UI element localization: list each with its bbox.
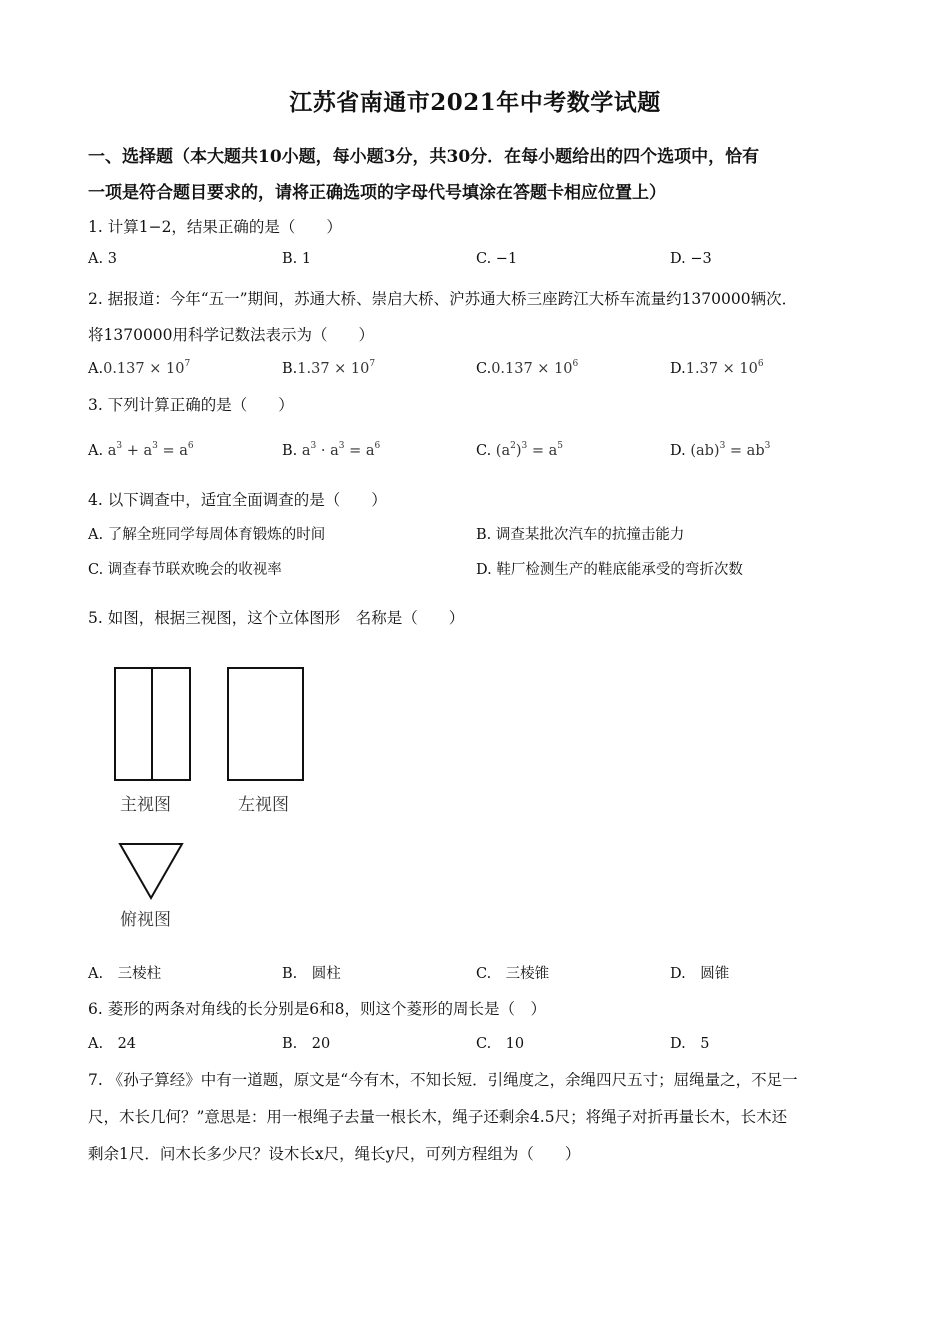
question-2-stem-line2: 将1370000用科学记数法表示为（ ） bbox=[88, 326, 375, 344]
question-5-option-a: A. 三棱柱 bbox=[88, 966, 162, 982]
question-4-option-a: A. 了解全班同学每周体育锻炼的时间 bbox=[88, 527, 326, 543]
question-4-option-b: B. 调查某批次汽车的抗撞击能力 bbox=[476, 527, 685, 543]
page-title: 江苏省南通市2021年中考数学试题 bbox=[289, 89, 661, 116]
question-6-stem: 6. 菱形的两条对角线的长分别是6和8，则这个菱形的周长是（ ） bbox=[88, 1000, 546, 1018]
left-view-label: 左视图 bbox=[238, 795, 289, 815]
top-view-drawing bbox=[120, 844, 182, 898]
question-3-option-a: A. $a^3 + a^3 = a^6$ bbox=[88, 441, 194, 459]
question-2-option-d: $D.1.37 \times 10^6$ bbox=[670, 359, 764, 377]
question-2-stem-line1: 2. 据报道：今年“五一”期间，苏通大桥、崇启大桥、沪苏通大桥三座跨江大桥车流量约1370000辆次． bbox=[88, 290, 798, 308]
question-3-option-d: D. $(ab)^3 = ab^3$ bbox=[670, 441, 771, 459]
question-3-stem: 3. 下列计算正确的是（ ） bbox=[88, 396, 294, 414]
question-3-option-c: C. $(a^2)^3 = a^5$ bbox=[476, 441, 563, 459]
question-6-option-d: D. 5 bbox=[670, 1036, 710, 1052]
question-1-option-d: D. −3 bbox=[670, 251, 712, 267]
question-7-stem-line1: 7. 《孙子算经》中有一道题，原文是“今有木，不知长短．引绳度之，余绳四尺五寸；屈绳量之，不足一 bbox=[88, 1071, 798, 1089]
question-5-stem: 5. 如图，根据三视图，这个立体图形 名称是（ ） bbox=[88, 609, 465, 627]
question-2-option-a: $A.0.137 \times 10^7$ bbox=[88, 359, 191, 377]
question-7-stem-line2: 尺，木长几何？”意思是：用一根绳子去量一根长木，绳子还剩余4.5尺；将绳子对折再量长木，长木还 bbox=[88, 1108, 788, 1126]
question-4-stem: 4. 以下调查中，适宜全面调查的是（ ） bbox=[88, 491, 387, 509]
question-6-option-a: A. 24 bbox=[88, 1036, 137, 1052]
question-5-option-d: D. 圆锥 bbox=[670, 966, 730, 982]
question-4-option-c: C. 调查春节联欢晚会的收视率 bbox=[88, 562, 282, 578]
front-view-label: 主视图 bbox=[120, 795, 171, 815]
question-6-option-c: C. 10 bbox=[476, 1036, 525, 1052]
three-view-figure bbox=[110, 660, 320, 905]
question-5-option-c: C. 三棱锥 bbox=[476, 966, 550, 982]
question-1-stem: 1. 计算1−2，结果正确的是（ ） bbox=[88, 218, 342, 236]
question-3-option-b: B. $a^3 \cdot a^3 = a^6$ bbox=[282, 441, 381, 459]
question-1-option-a: A. 3 bbox=[88, 251, 117, 267]
question-4-option-d: D. 鞋厂检测生产的鞋底能承受的弯折次数 bbox=[476, 562, 743, 578]
question-6-option-b: B. 20 bbox=[282, 1036, 331, 1052]
left-view-drawing bbox=[228, 668, 303, 780]
question-5-option-b: B. 圆柱 bbox=[282, 966, 341, 982]
question-2-option-c: $C.0.137 \times 10^6$ bbox=[476, 359, 579, 377]
top-view-label: 俯视图 bbox=[120, 910, 171, 930]
front-view-drawing bbox=[115, 668, 190, 780]
section-instructions-line2: 一项是符合题目要求的，请将正确选项的字母代号填涂在答题卡相应位置上） bbox=[88, 183, 666, 203]
question-1-option-b: B. 1 bbox=[282, 251, 312, 267]
section-instructions-line1: 一、选择题（本大题共10小题，每小题3分，共30分．在每小题给出的四个选项中，恰有 bbox=[88, 147, 760, 167]
question-2-option-b: $B.1.37 \times 10^7$ bbox=[282, 359, 376, 377]
question-7-stem-line3: 剩余1尺．问木长多少尺？设木长x尺，绳长y尺，可列方程组为（ ） bbox=[88, 1145, 581, 1163]
question-1-option-c: C. −1 bbox=[476, 251, 518, 267]
